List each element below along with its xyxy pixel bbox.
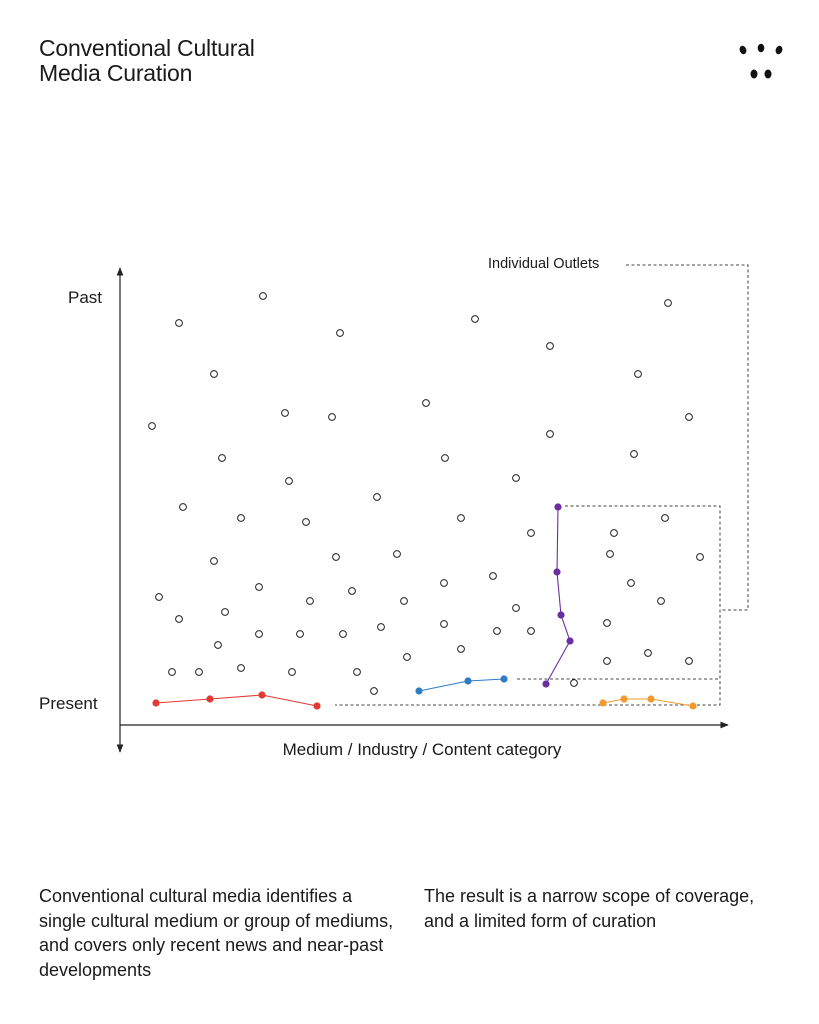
title-line-2: Media Curation: [39, 60, 193, 86]
outlet-marker: [628, 580, 635, 587]
outlet-marker: [215, 642, 222, 649]
outlet-marker: [289, 669, 296, 676]
outlet-marker: [196, 669, 203, 676]
outlet-marker: [513, 475, 520, 482]
outlet-marker: [156, 594, 163, 601]
title-line-1: Conventional Cultural: [39, 35, 255, 61]
outlet-marker: [472, 316, 479, 323]
outlet-marker: [222, 609, 229, 616]
outlet-marker: [528, 628, 535, 635]
outlet-marker: [607, 551, 614, 558]
outlet-marker: [307, 598, 314, 605]
outlet-marker: [611, 530, 618, 537]
outlet-marker: [176, 320, 183, 327]
outlet-marker: [297, 631, 304, 638]
coverage-scope-bracket: [335, 506, 720, 705]
outlet-marker: [528, 530, 535, 537]
outlet-marker: [404, 654, 411, 661]
orange-series-point: [689, 702, 696, 709]
outlet-marker: [423, 400, 430, 407]
purple-outlet-series: [542, 503, 573, 687]
outlet-markers: [149, 293, 704, 695]
outlet-marker: [490, 573, 497, 580]
outlet-marker: [547, 431, 554, 438]
outlet-marker: [349, 588, 356, 595]
blue-series-point: [464, 677, 471, 684]
red-series-point: [206, 695, 213, 702]
outlet-marker: [662, 515, 669, 522]
y-axis-present-label: Present: [39, 694, 98, 713]
outlet-marker: [354, 669, 361, 676]
outlet-marker: [180, 504, 187, 511]
red-series-line: [156, 695, 317, 706]
outlet-marker: [340, 631, 347, 638]
red-series-point: [258, 691, 265, 698]
caption-left: Conventional cultural media identifies a single cultural medium or group of mediums, and covers only recent news and near-past developments: [39, 886, 394, 980]
outlet-marker: [282, 410, 289, 417]
outlet-marker: [219, 455, 226, 462]
outlet-marker: [547, 343, 554, 350]
orange-series-point: [599, 699, 606, 706]
outlet-marker: [238, 665, 245, 672]
outlet-marker: [697, 554, 704, 561]
red-series-point: [152, 699, 159, 706]
x-axis-label: Medium / Industry / Content category: [282, 740, 562, 759]
purple-series-point: [542, 680, 549, 687]
blue-series-point: [415, 687, 422, 694]
outlet-marker: [441, 580, 448, 587]
outlet-marker: [442, 455, 449, 462]
outlet-marker: [635, 371, 642, 378]
outlet-marker: [329, 414, 336, 421]
red-series-point: [313, 702, 320, 709]
orange-series-point: [620, 695, 627, 702]
caption-right: The result is a narrow scope of coverage, and a limited form of curation: [424, 886, 755, 931]
outlet-marker: [238, 515, 245, 522]
outlet-marker: [658, 598, 665, 605]
outlet-marker: [494, 628, 501, 635]
outlet-marker: [513, 605, 520, 612]
outlet-marker: [211, 371, 218, 378]
outlet-marker: [441, 621, 448, 628]
orange-series-point: [647, 695, 654, 702]
outlet-marker: [571, 680, 578, 687]
outlet-marker: [394, 551, 401, 558]
outlet-marker: [149, 423, 156, 430]
outlet-marker: [686, 414, 693, 421]
outlet-marker: [333, 554, 340, 561]
outlet-marker: [631, 451, 638, 458]
purple-series-point: [557, 611, 564, 618]
outlet-marker: [604, 620, 611, 627]
outlet-marker: [378, 624, 385, 631]
outlet-marker: [665, 300, 672, 307]
outlet-marker: [260, 293, 267, 300]
purple-series-point: [554, 503, 561, 510]
blue-series-line: [419, 679, 504, 691]
orange-outlet-series: [599, 695, 696, 709]
outlet-marker: [303, 519, 310, 526]
outlet-marker: [645, 650, 652, 657]
purple-series-point: [553, 568, 560, 575]
outlet-marker: [286, 478, 293, 485]
individual-outlets-bracket: [626, 265, 748, 610]
blue-series-point: [500, 675, 507, 682]
outlet-marker: [458, 515, 465, 522]
blue-outlet-series: [415, 675, 507, 694]
outlet-marker: [256, 631, 263, 638]
outlet-marker: [337, 330, 344, 337]
purple-series-line: [546, 507, 570, 684]
outlet-marker: [169, 669, 176, 676]
y-axis-past-label: Past: [68, 288, 103, 307]
outlet-marker: [374, 494, 381, 501]
outlet-marker: [458, 646, 465, 653]
outlet-marker: [371, 688, 378, 695]
outlet-marker: [256, 584, 263, 591]
outlet-marker: [686, 658, 693, 665]
outlet-marker: [176, 616, 183, 623]
individual-outlets-label: Individual Outlets: [488, 256, 600, 272]
outlet-marker: [211, 558, 218, 565]
red-outlet-series: [152, 691, 320, 709]
purple-series-point: [566, 637, 573, 644]
outlet-marker: [401, 598, 408, 605]
outlet-marker: [604, 658, 611, 665]
